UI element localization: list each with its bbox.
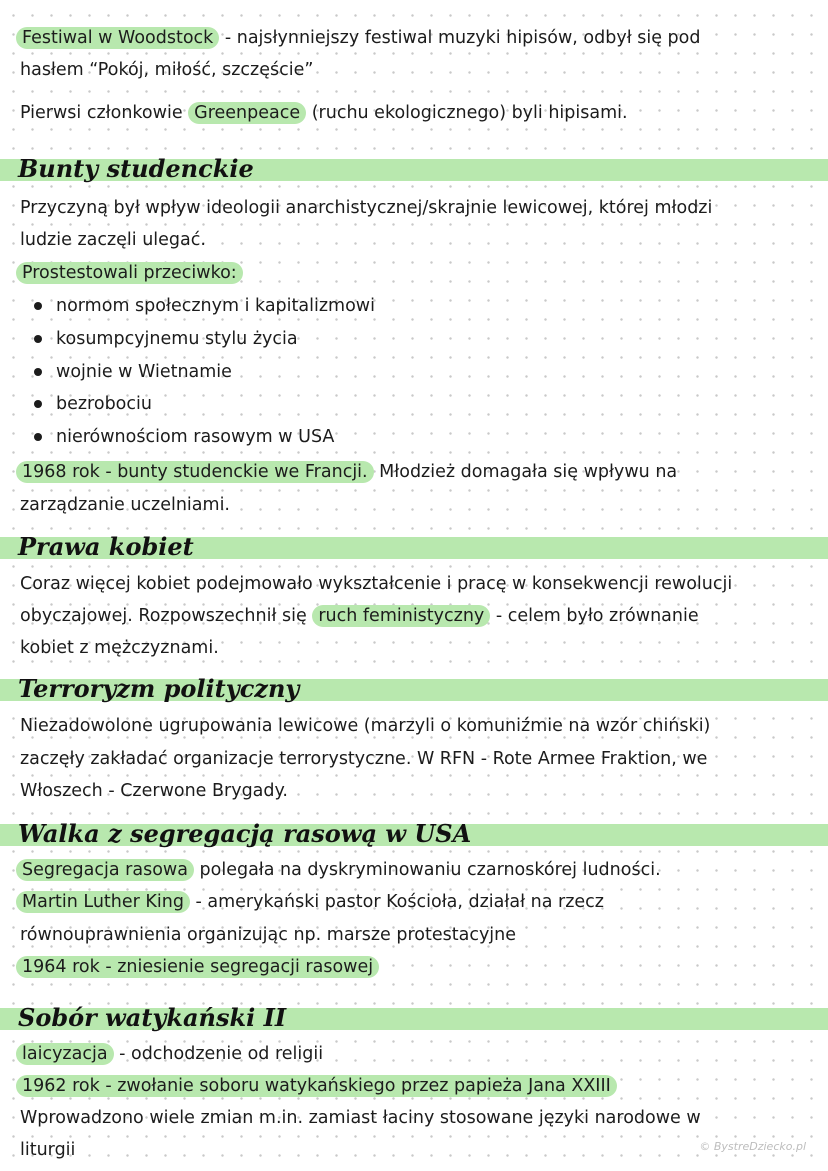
y1968-line-2: zarządzanie uczelniami. xyxy=(20,495,230,515)
segregacja-line: Segregacja rasowa polegała na dyskryminowaniu czarnoskórej ludności. xyxy=(20,858,810,882)
laicyzacja-line: laicyzacja - odchodzenie od religii xyxy=(20,1042,810,1066)
kobiety-line-3: kobiet z mężczyznami. xyxy=(20,638,219,658)
y1968-highlight: 1968 rok - bunty studenckie we Francji. xyxy=(16,461,374,483)
y1964-highlight: 1964 rok - zniesienie segregacji rasowej xyxy=(16,956,379,978)
bullet-item: nierównościom rasowym w USA xyxy=(34,425,334,449)
bullet-item: normom społecznym i kapitalizmowi xyxy=(34,294,375,318)
bullet-dot xyxy=(34,433,42,441)
bullet-dot xyxy=(34,302,42,310)
bullet-dot xyxy=(34,335,42,343)
heading-terroryzm: Terroryzm polityczny xyxy=(18,674,300,703)
bullet-item: kosumpcyjnemu stylu życia xyxy=(34,327,298,351)
heading-bunty: Bunty studenckie xyxy=(18,154,254,183)
greenpeace-line: Pierwsi członkowie Greenpeace (ruchu ekologicznego) byli hipisami. xyxy=(20,103,628,123)
mlk-line-2: równouprawnienia organizując np. marsze protestacyjne xyxy=(20,925,517,945)
heading-kobiety: Prawa kobiet xyxy=(18,532,194,561)
terroryzm-line-2: zaczęły zakładać organizacje terrorystyczne. W RFN - Rote Armee Fraktion, we xyxy=(20,749,708,769)
bullet-dot xyxy=(34,368,42,376)
feminism-highlight: ruch feministyczny xyxy=(312,605,490,627)
greenpeace-highlight: Greenpeace xyxy=(188,102,306,124)
bullet-item: bezrobociu xyxy=(34,392,152,416)
mlk-line: Martin Luther King - amerykański pastor Kościoła, działał na rzecz xyxy=(20,890,810,914)
mlk-highlight: Martin Luther King xyxy=(16,891,190,913)
y1962-highlight: 1962 rok - zwołanie soboru watykańskiego przez papieża Jana XXIII xyxy=(16,1075,617,1097)
bullet-item: wojnie w Wietnamie xyxy=(34,360,232,384)
sobor-line-1: Wprowadzono wiele zmian m.in. zamiast łaciny stosowane języki narodowe w xyxy=(20,1108,701,1128)
woodstock-line: Festiwal w Woodstock - najsłynniejszy festiwal muzyki hipisów, odbył się pod xyxy=(20,26,810,50)
y1964-line xyxy=(20,955,810,979)
bullet-dot xyxy=(34,400,42,408)
kobiety-line-2: obyczajowej. Rozpowszechnił się ruch feministyczny - celem było zrównanie xyxy=(20,606,699,626)
woodstock-highlight: Festiwal w Woodstock xyxy=(16,27,219,49)
protest-label-highlight: Prostestowali przeciwko: xyxy=(16,262,243,284)
bunty-line-2: ludzie zaczęli ulegać. xyxy=(20,230,206,250)
laicyzacja-highlight: laicyzacja xyxy=(16,1043,114,1065)
heading-segregacja: Walka z segregacją rasową w USA xyxy=(18,819,472,848)
sobor-line-2: liturgii xyxy=(20,1140,76,1160)
kobiety-line-1: Coraz więcej kobiet podejmowało wykształcenie i pracę w konsekwencji rewolucji xyxy=(20,574,733,594)
woodstock-line-2: hasłem “Pokój, miłość, szczęście” xyxy=(20,60,314,80)
terroryzm-line-3: Włoszech - Czerwone Brygady. xyxy=(20,781,288,801)
terroryzm-line-1: Niezadowolone ugrupowania lewicowe (marzyli o komuniźmie na wzór chiński) xyxy=(20,716,711,736)
y1968-line: 1968 rok - bunty studenckie we Francji. Młodzież domagała się wpływu na xyxy=(20,460,810,484)
segregation-highlight: Segregacja rasowa xyxy=(16,859,194,881)
heading-sobor: Sobór watykański II xyxy=(18,1003,287,1032)
bunty-line-1: Przyczyną był wpływ ideologii anarchistycznej/skrajnie lewicowej, której młodzi xyxy=(20,198,713,218)
watermark: © BystreDziecko.pl xyxy=(699,1140,806,1153)
y1962-line xyxy=(20,1074,810,1098)
protest-label-line xyxy=(20,261,810,285)
